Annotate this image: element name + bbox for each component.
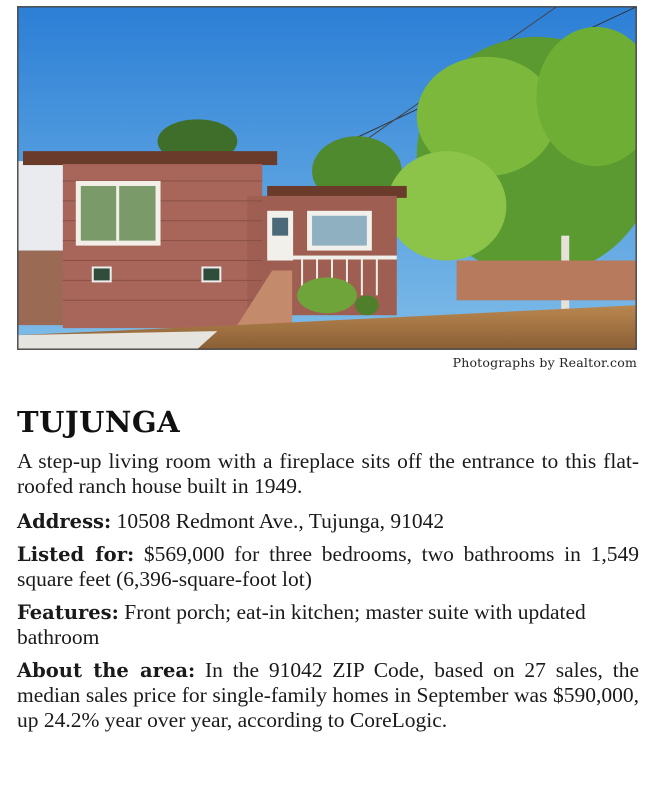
photo-credit: Photographs by Realtor.com: [452, 355, 637, 370]
intro-paragraph: A step-up living room with a fireplace sits off the entrance to this flat-roofed ranch house built in 1949.: [17, 449, 639, 498]
house-photo-illustration: [18, 7, 636, 349]
listed-for-detail: [17, 542, 639, 592]
article-body: [17, 449, 639, 741]
address-detail: [17, 509, 639, 534]
about-area-label: About the area:: [17, 659, 196, 682]
about-area-value: In the 91042 ZIP Code, based on 27 sales, the median sales price for single-family homes in September was $590,000, up 24.2% year over year, according to CoreLogic.: [17, 658, 639, 732]
address-label: Address:: [17, 510, 112, 533]
headline: TUJUNGA: [17, 405, 181, 439]
features-detail: [17, 600, 639, 650]
address-value: 10508 Redmont Ave., Tujunga, 91042: [116, 509, 445, 533]
features-value: Front porch; eat-in kitchen; master suite with updated bathroom: [17, 600, 586, 649]
features-label: Features:: [17, 601, 119, 624]
listed-for-value: $569,000 for three bedrooms, two bathrooms in 1,549 square feet (6,396-square-foot lot): [17, 542, 639, 591]
about-area-detail: [17, 658, 639, 733]
house-photo: [17, 6, 637, 350]
listed-for-label: Listed for:: [17, 543, 135, 566]
